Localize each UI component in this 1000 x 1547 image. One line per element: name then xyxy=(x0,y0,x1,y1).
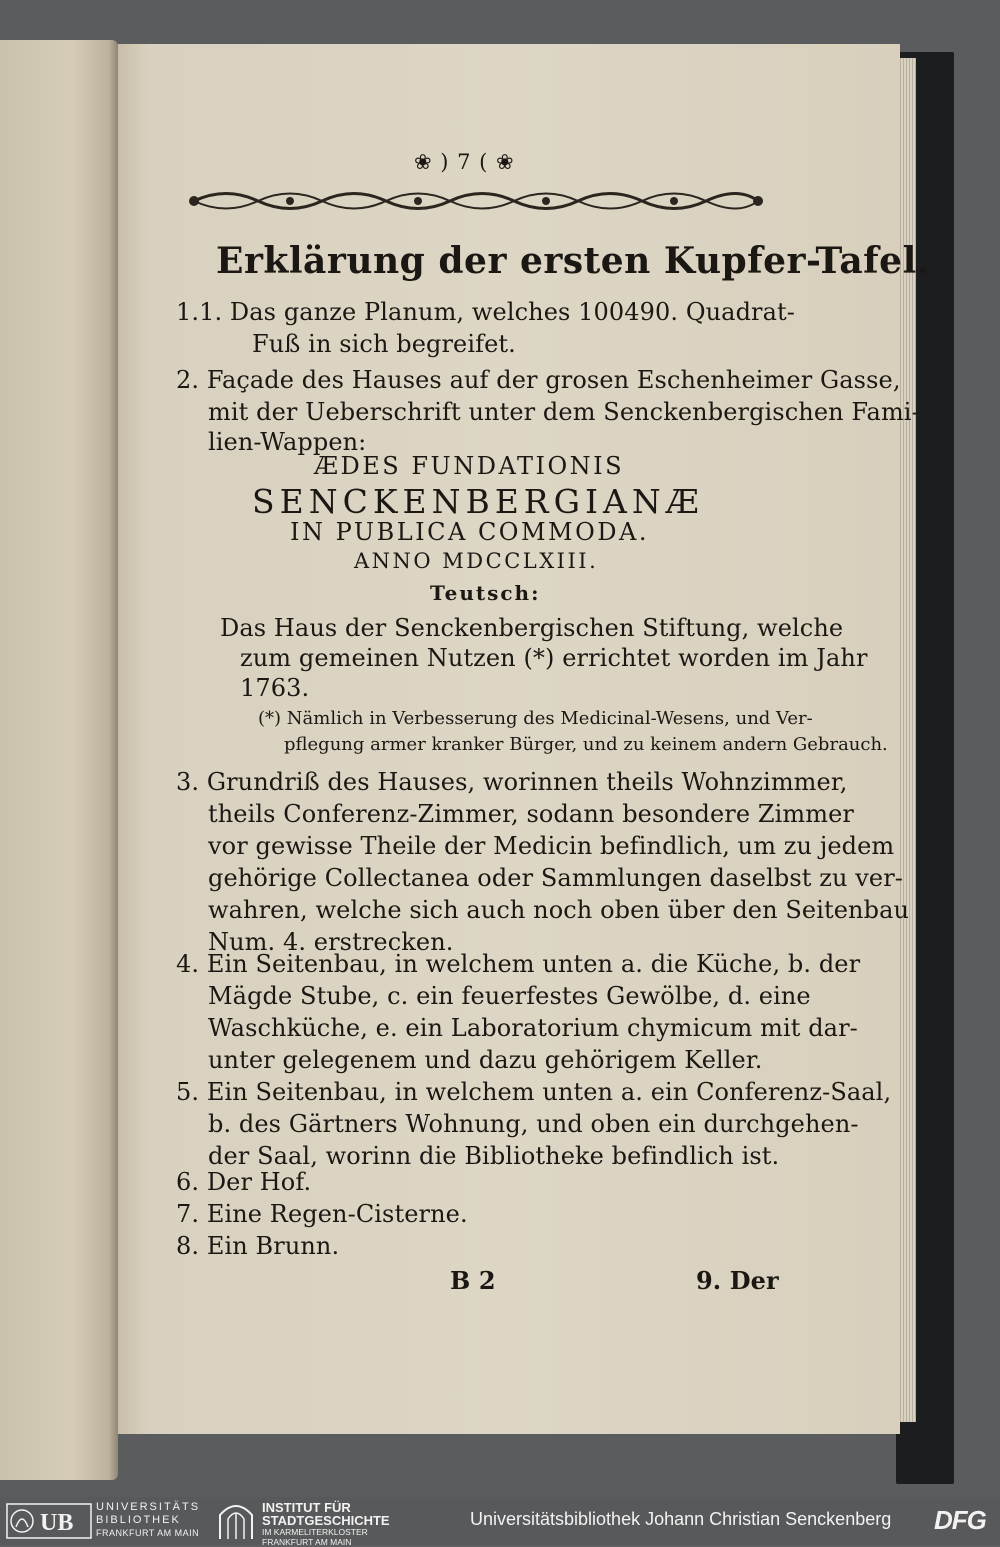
footnote-line-1: (*) Nämlich in Verbesserung des Medicinal-Wesens, und Ver- xyxy=(258,708,813,729)
item-4-line-3: Waschküche, e. ein Laboratorium chymicum mit dar- xyxy=(208,1014,858,1042)
footnote-line-2: pflegung armer kranker Bürger, und zu keinem andern Gebrauch. xyxy=(284,734,888,755)
item-4-line-2: Mägde Stube, c. ein feuerfestes Gewölbe, d. eine xyxy=(208,982,811,1010)
dfg-logo[interactable]: DFG xyxy=(934,1505,986,1535)
item-4-line-1: 4. Ein Seitenbau, in welchem unten a. die Küche, b. der xyxy=(176,950,861,978)
book-page xyxy=(118,44,930,1434)
signature-mark: B 2 xyxy=(450,1266,496,1295)
translation-line-2: zum gemeinen Nutzen (*) errichtet worden im Jahr xyxy=(240,644,868,672)
item-1-line-2: Fuß in sich begreifet. xyxy=(252,330,516,358)
inscription-line-2: SENCKENBERGIANÆ xyxy=(252,482,704,521)
ub-logo-icon[interactable] xyxy=(6,1503,92,1539)
translation-line-3: 1763. xyxy=(240,674,310,702)
left-page-edge xyxy=(0,40,118,1480)
item-3-line-2: theils Conferenz-Zimmer, sodann besondere Zimmer xyxy=(208,800,854,828)
item-5-line-2: b. des Gärtners Wohnung, und oben ein durchgehen- xyxy=(208,1110,859,1138)
library-name-link[interactable]: Universitätsbibliothek Johann Christian Senckenberg xyxy=(470,1509,892,1529)
item-3-line-3: vor gewisse Theile der Medicin befindlich, um zu jedem xyxy=(208,832,895,860)
item-2-line-2: mit der Ueberschrift unter dem Senckenbergischen Fami- xyxy=(208,398,920,426)
item-8: 8. Ein Brunn. xyxy=(176,1232,340,1260)
item-4-line-4: unter gelegenem und dazu gehörigem Keller. xyxy=(208,1046,763,1074)
ornament-band-icon xyxy=(186,184,766,218)
translation-line-1: Das Haus der Senckenbergischen Stiftung, welche xyxy=(220,614,844,642)
ub-line-1: UNIVERSITÄTS xyxy=(96,1501,201,1513)
item-1-line-1: 1.1. Das ganze Planum, welches 100490. Quadrat- xyxy=(176,298,795,326)
item-5-line-3: der Saal, worinn die Bibliotheke befindlich ist. xyxy=(208,1142,780,1170)
ifs-line-4: FRANKFURT AM MAIN xyxy=(262,1537,352,1547)
institute-logo-icon[interactable] xyxy=(216,1501,256,1541)
item-5-line-1: 5. Ein Seitenbau, in welchem unten a. ein Conferenz-Saal, xyxy=(176,1078,892,1106)
inscription-line-1: ÆDES FUNDATIONIS xyxy=(314,452,625,480)
page-number: ❀ ) 7 ( ❀ xyxy=(414,150,515,174)
item-3-line-6: Num. 4. erstrecken. xyxy=(208,928,454,956)
item-3-line-1: 3. Grundriß des Hauses, worinnen theils Wohnzimmer, xyxy=(176,768,848,796)
item-7: 7. Eine Regen-Cisterne. xyxy=(176,1200,468,1228)
page-title: Erklärung der ersten Kupfer-Tafel. xyxy=(216,240,930,282)
institute-logo-text xyxy=(262,1501,390,1547)
item-6: 6. Der Hof. xyxy=(176,1168,312,1196)
ifs-line-3: IM KARMELITERKLOSTER xyxy=(262,1527,368,1537)
translation-label: Teutsch: xyxy=(430,581,541,605)
ifs-line-1: INSTITUT FÜR xyxy=(262,1500,351,1515)
svg-text:UB: UB xyxy=(40,1510,74,1536)
catchword: 9. Der xyxy=(696,1266,779,1295)
ifs-line-2: STADTGESCHICHTE xyxy=(262,1513,390,1528)
inscription-line-4: ANNO MDCCLXIII. xyxy=(354,549,599,573)
item-3-line-5: wahren, welche sich auch noch oben über den Seitenbau xyxy=(208,896,910,924)
footer-bar xyxy=(0,1497,1000,1545)
item-3-line-4: gehörige Collectanea oder Sammlungen daselbst zu ver- xyxy=(208,864,903,892)
item-2-line-3: lien-Wappen: xyxy=(208,428,367,456)
ub-line-2: BIBLIOTHEK xyxy=(96,1514,181,1526)
inscription-line-3: IN PUBLICA COMMODA. xyxy=(290,518,650,546)
item-2-line-1: 2. Façade des Hauses auf der grosen Eschenheimer Gasse, xyxy=(176,366,901,394)
ub-line-3: FRANKFURT AM MAIN xyxy=(96,1528,200,1538)
ub-logo-text xyxy=(96,1501,200,1540)
